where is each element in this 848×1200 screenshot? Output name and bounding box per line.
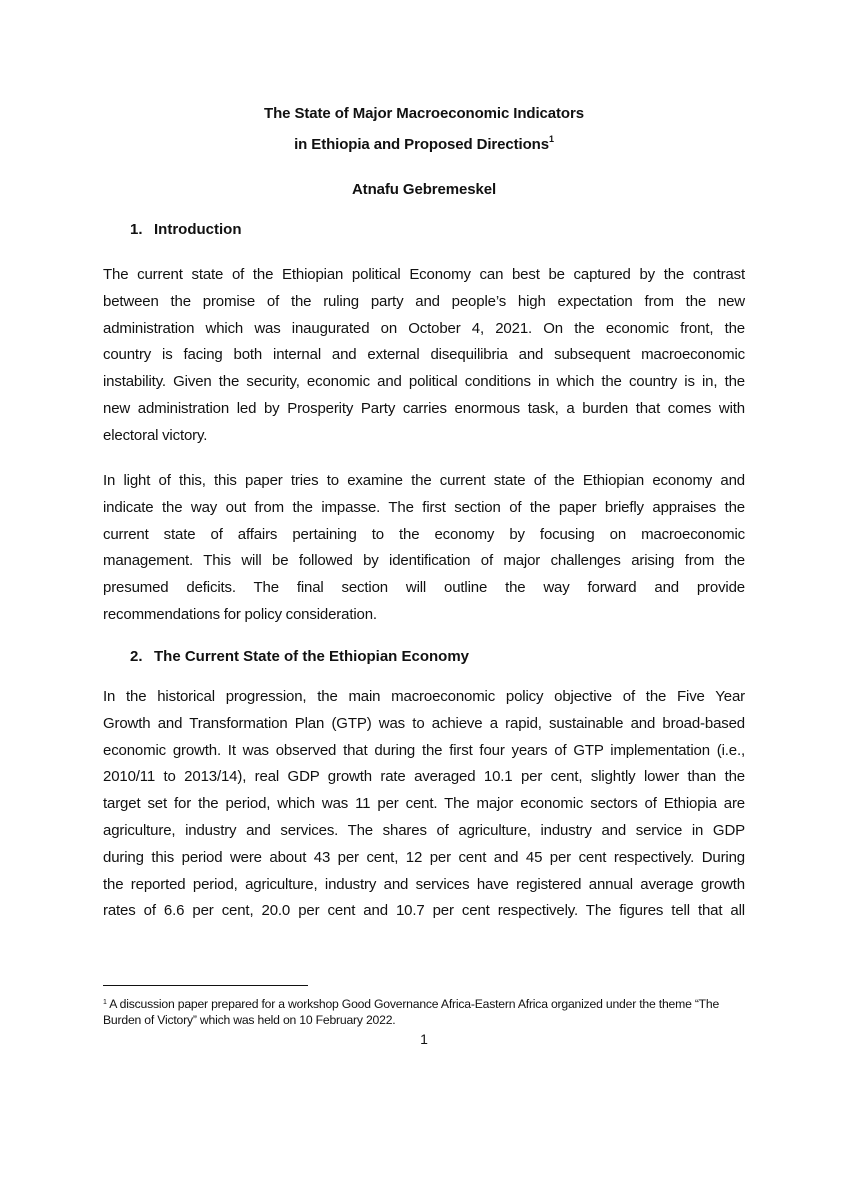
text-line: between the promise of the ruling party and people’s high expectation from the new bbox=[103, 292, 745, 310]
footnote-marker: 1 bbox=[103, 999, 107, 1006]
text-line: recommendations for policy consideration. bbox=[103, 605, 377, 623]
text-line: during this period were about 43 per cent, 12 per cent and 45 per cent respectively. During bbox=[103, 848, 745, 866]
text-line: 2010/11 to 2013/14), real GDP growth rate averaged 10.1 per cent, slightly lower than the bbox=[103, 768, 745, 786]
text-line: country is facing both internal and external disequilibria and subsequent macroeconomic bbox=[103, 346, 745, 364]
text-line: presumed deficits. The final section will outline the way forward and provide bbox=[103, 579, 745, 597]
title-text-1: The State of Major Macroeconomic Indicators bbox=[264, 105, 584, 122]
text-line: rates of 6.6 per cent, 20.0 per cent and 10.7 per cent respectively. The figures tell that all bbox=[103, 902, 745, 920]
text-line: current state of affairs pertaining to the economy by focusing on macroeconomic bbox=[103, 525, 745, 543]
text-line: the reported period, agriculture, industry and services have registered annual average growth bbox=[103, 875, 745, 893]
text-line: agriculture, industry and services. The shares of agriculture, industry and service in GDP bbox=[103, 821, 745, 839]
paper-title-line-1 bbox=[0, 105, 848, 122]
intro-paragraph-2 bbox=[103, 468, 745, 629]
text-line: In light of this, this paper tries to examine the current state of the Ethiopian economy and bbox=[103, 472, 745, 489]
author-name bbox=[0, 181, 848, 198]
text-line: The current state of the Ethiopian political Economy can best be captured by the contrast bbox=[103, 266, 745, 283]
footnote-text: A discussion paper prepared for a workshop Good Governance Africa-Eastern Africa organized under the theme “The Burden of Victory” which was held on 10 February 2022. bbox=[103, 997, 720, 1027]
section-title: The Current State of the Ethiopian Economy bbox=[154, 648, 470, 665]
text-line: indicate the way out from the impasse. The first section of the paper briefly appraises the bbox=[103, 498, 745, 516]
page-number bbox=[0, 1031, 848, 1047]
text-line: In the historical progression, the main macroeconomic policy objective of the Five Year bbox=[103, 688, 745, 705]
text-line: administration which was inaugurated on October 4, 2021. On the economic front, the bbox=[103, 319, 745, 337]
text-line: target set for the period, which was 11 per cent. The major economic sectors of Ethiopia are bbox=[103, 795, 745, 813]
text-line: instability. Given the security, economic and political conditions in which the country is in, the bbox=[103, 373, 745, 391]
author-text: Atnafu Gebremeskel bbox=[351, 181, 497, 198]
section-title: Introduction bbox=[154, 221, 242, 238]
intro-paragraph-1 bbox=[103, 262, 745, 450]
page-number-text: 1 bbox=[420, 1031, 428, 1047]
text-line: new administration led by Prosperity Party carries enormous task, a burden that comes with bbox=[103, 399, 745, 417]
title-text-2: in Ethiopia and Proposed Directions bbox=[294, 136, 549, 153]
current-state-paragraph-1 bbox=[103, 684, 745, 925]
text-line: Growth and Transformation Plan (GTP) was to achieve a rapid, sustainable and broad-based bbox=[103, 714, 745, 732]
footnote-separator bbox=[103, 985, 308, 986]
paper-title-line-2 bbox=[0, 136, 848, 153]
footnote bbox=[103, 996, 753, 1028]
section-number: 1. bbox=[130, 221, 143, 238]
text-line: management. This will be followed by identification of major challenges arising from the bbox=[103, 552, 745, 570]
title-footnote-marker[interactable]: 1 bbox=[548, 134, 554, 144]
section-number: 2. bbox=[130, 648, 143, 665]
text-line: electoral victory. bbox=[103, 426, 208, 444]
text-line: economic growth. It was observed that during the first four years of GTP implementation (i.e., bbox=[103, 741, 745, 759]
